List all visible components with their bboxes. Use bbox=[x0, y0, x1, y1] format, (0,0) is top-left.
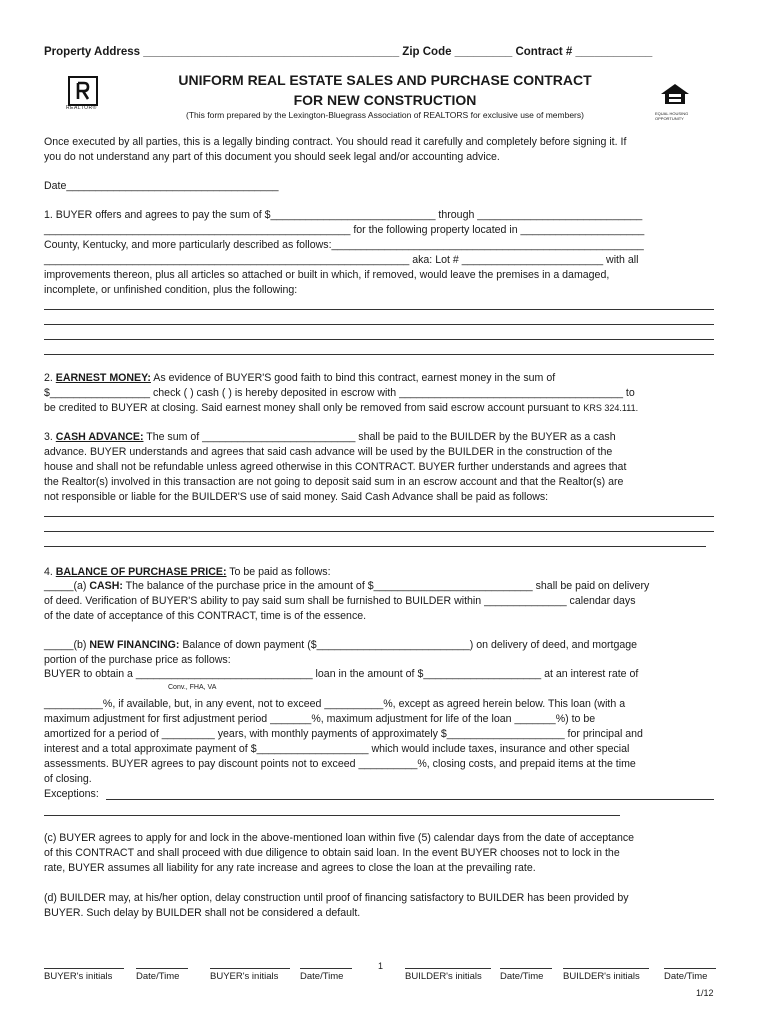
s3-line: advance. BUYER understands and agrees that said cash advance will be used by the BUILDER in the construction of the bbox=[44, 446, 613, 458]
blank-line[interactable] bbox=[44, 309, 714, 310]
builder-initials-1[interactable] bbox=[405, 968, 491, 982]
page-number: 1 bbox=[378, 961, 384, 971]
contract-title-line2: FOR NEW CONSTRUCTION bbox=[293, 92, 477, 108]
buyer-initials-1[interactable] bbox=[44, 968, 124, 982]
footer-label: BUYER's initials bbox=[210, 971, 279, 982]
exceptions-field[interactable] bbox=[106, 799, 714, 800]
s1-line: ______________________________________________________________ aka: Lot # ________________________ with all bbox=[44, 254, 639, 266]
page-of-total: 1/12 bbox=[696, 988, 714, 998]
s4b-line: of closing. bbox=[44, 773, 92, 785]
builder-initials-2[interactable] bbox=[563, 968, 649, 982]
s2-line bbox=[44, 371, 716, 387]
earnest-money-heading: EARNEST MONEY: bbox=[55, 372, 151, 384]
blank-line[interactable] bbox=[44, 339, 714, 340]
loan-types-note: Conv., FHA, VA bbox=[168, 684, 217, 691]
s4c-line: rate, BUYER assumes all liability for any rate increase and agrees to close the loan at the prevailing rate. bbox=[44, 862, 536, 874]
blank-line[interactable] bbox=[44, 546, 706, 547]
s4b-prefix: _____(b) bbox=[44, 639, 90, 651]
krs-reference: KRS 324.111. bbox=[583, 403, 639, 413]
s4a-text: The balance of the purchase price in the amount of $___________________________ shall be paid on delivery bbox=[122, 580, 650, 592]
date-time-3[interactable] bbox=[500, 968, 552, 982]
intro-line: you do not understand any part of this document you should seek legal and/or accounting advice. bbox=[44, 151, 500, 163]
s4a-line: of deed. Verification of BUYER'S ability to pay said sum shall be furnished to BUILDER within ______________ calendar days bbox=[44, 595, 636, 607]
equal-housing-text: EQUAL HOUSING OPPORTUNITY bbox=[655, 111, 689, 121]
buyer-initials-2[interactable] bbox=[210, 968, 290, 982]
blank-line[interactable] bbox=[44, 531, 714, 532]
cash-advance-heading: CASH ADVANCE: bbox=[55, 431, 144, 443]
blank-line[interactable] bbox=[44, 815, 620, 816]
s3-line bbox=[44, 430, 716, 446]
date-time-2[interactable] bbox=[300, 968, 352, 982]
s4a-line bbox=[44, 579, 716, 595]
s4c-line: (c) BUYER agrees to apply for and lock in the above-mentioned loan within five (5) calendar days from the date of acceptance bbox=[44, 832, 635, 844]
s2-number: 2. bbox=[44, 372, 56, 384]
s4b-line: assessments. BUYER agrees to pay discount points not to exceed __________%, closing costs, and prepaid items at the time bbox=[44, 758, 636, 770]
s4d-line: BUYER. Such delay by BUILDER shall not be considered a default. bbox=[44, 907, 361, 919]
s4b-line: amortized for a period of _________ years, with monthly payments of approximately $____________________ for principal and bbox=[44, 728, 643, 740]
s1-line: incomplete, or unfinished condition, plus the following: bbox=[44, 284, 298, 296]
s1-line: ____________________________________________________ for the following property located in _____________________ bbox=[44, 224, 645, 236]
s3-line: not responsible or liable for the BUILDER'S use of said money. Said Cash Advance shall be paid as follows: bbox=[44, 491, 549, 503]
date-time-4[interactable] bbox=[664, 968, 716, 982]
s3-line: house and shall not be refundable unless agreed otherwise in this CONTRACT. BUYER further understands and agrees that bbox=[44, 461, 627, 473]
s4a-line: of the date of acceptance of this CONTRACT, time is of the essence. bbox=[44, 610, 367, 622]
s3-line: the Realtor(s) involved in this transaction are not going to deposit said sum in an escrow account and that the Realtor(s) are bbox=[44, 476, 624, 488]
contract-subtitle: (This form prepared by the Lexington-Bluegrass Association of REALTORS for exclusive use of members) bbox=[186, 110, 584, 120]
footer-label: Date/Time bbox=[500, 971, 544, 982]
date-time-1[interactable] bbox=[136, 968, 188, 982]
s4-number: 4. bbox=[44, 566, 56, 578]
s4c-line: of this CONTRACT and shall proceed with due diligence to obtain said loan. In the event BUYER chooses not to lock in the bbox=[44, 847, 620, 859]
s4b-line: __________%, if available, but, in any event, not to exceed __________%, except as agreed herein below. This loan (with a bbox=[44, 698, 626, 710]
s4b-line: maximum adjustment for first adjustment period _______%, maximum adjustment for life of the loan _______%) to be bbox=[44, 713, 596, 725]
s4a-prefix: _____(a) bbox=[44, 580, 90, 592]
s4b-line bbox=[44, 638, 716, 654]
blank-line[interactable] bbox=[44, 354, 714, 355]
footer-label: BUILDER's initials bbox=[405, 971, 482, 982]
s4b-text: Balance of down payment ($__________________________) on delivery of deed, and mortgage bbox=[179, 639, 638, 651]
date-field[interactable]: Date____________________________________ bbox=[44, 180, 279, 192]
property-address-header: Property Address ________________________________________ Zip Code _________ Contract # ____________ bbox=[44, 46, 653, 58]
realtor-logo-text: REALTOR® bbox=[66, 105, 97, 111]
s4b-line: portion of the purchase price as follows: bbox=[44, 654, 231, 666]
intro-line: Once executed by all parties, this is a legally binding contract. You should read it carefully and completely before signing it. If bbox=[44, 136, 627, 148]
s3-number: 3. bbox=[44, 431, 56, 443]
blank-line[interactable] bbox=[44, 516, 714, 517]
blank-line[interactable] bbox=[44, 324, 714, 325]
exceptions-label: Exceptions: bbox=[44, 788, 99, 800]
s1-line: 1. BUYER offers and agrees to pay the sum of $____________________________ through ____________________________ bbox=[44, 209, 643, 221]
footer-label: Date/Time bbox=[136, 971, 180, 982]
s4b-line: interest and a total approximate payment of $___________________ which would include taxes, insurance and other special bbox=[44, 743, 630, 755]
footer-label: Date/Time bbox=[664, 971, 708, 982]
s1-line: improvements thereon, plus all articles so attached or built in which, if removed, would leave the premises in a damaged, bbox=[44, 269, 610, 281]
balance-heading: BALANCE OF PURCHASE PRICE: bbox=[55, 566, 227, 578]
footer-label: BUYER's initials bbox=[44, 971, 113, 982]
s2-line bbox=[44, 401, 716, 417]
s4b-line: BUYER to obtain a ______________________________ loan in the amount of $____________________ at an interest rate of bbox=[44, 668, 639, 680]
s3-text: The sum of __________________________ shall be paid to the BUILDER by the BUYER as a cash bbox=[143, 431, 616, 443]
footer-label: Date/Time bbox=[300, 971, 344, 982]
s2-line: $_________________ check ( ) cash ( ) is hereby deposited in escrow with ______________________________________ to bbox=[44, 387, 635, 399]
cash-label: CASH: bbox=[89, 580, 123, 592]
s2-text: As evidence of BUYER'S good faith to bind this contract, earnest money in the sum of bbox=[150, 372, 556, 384]
contract-title-line1: UNIFORM REAL ESTATE SALES AND PURCHASE CONTRACT bbox=[178, 72, 592, 88]
s1-line: County, Kentucky, and more particularly described as follows:_____________________________________________________ bbox=[44, 239, 644, 251]
footer-label: BUILDER's initials bbox=[563, 971, 640, 982]
s4d-line: (d) BUILDER may, at his/her option, delay construction until proof of financing satisfactory to BUILDER has been provided by bbox=[44, 892, 629, 904]
new-financing-label: NEW FINANCING: bbox=[89, 639, 180, 651]
s4-text: To be paid as follows: bbox=[226, 566, 331, 578]
s2-text: be credited to BUYER at closing. Said earnest money shall only be removed from said escrow account pursuant to bbox=[44, 402, 584, 414]
